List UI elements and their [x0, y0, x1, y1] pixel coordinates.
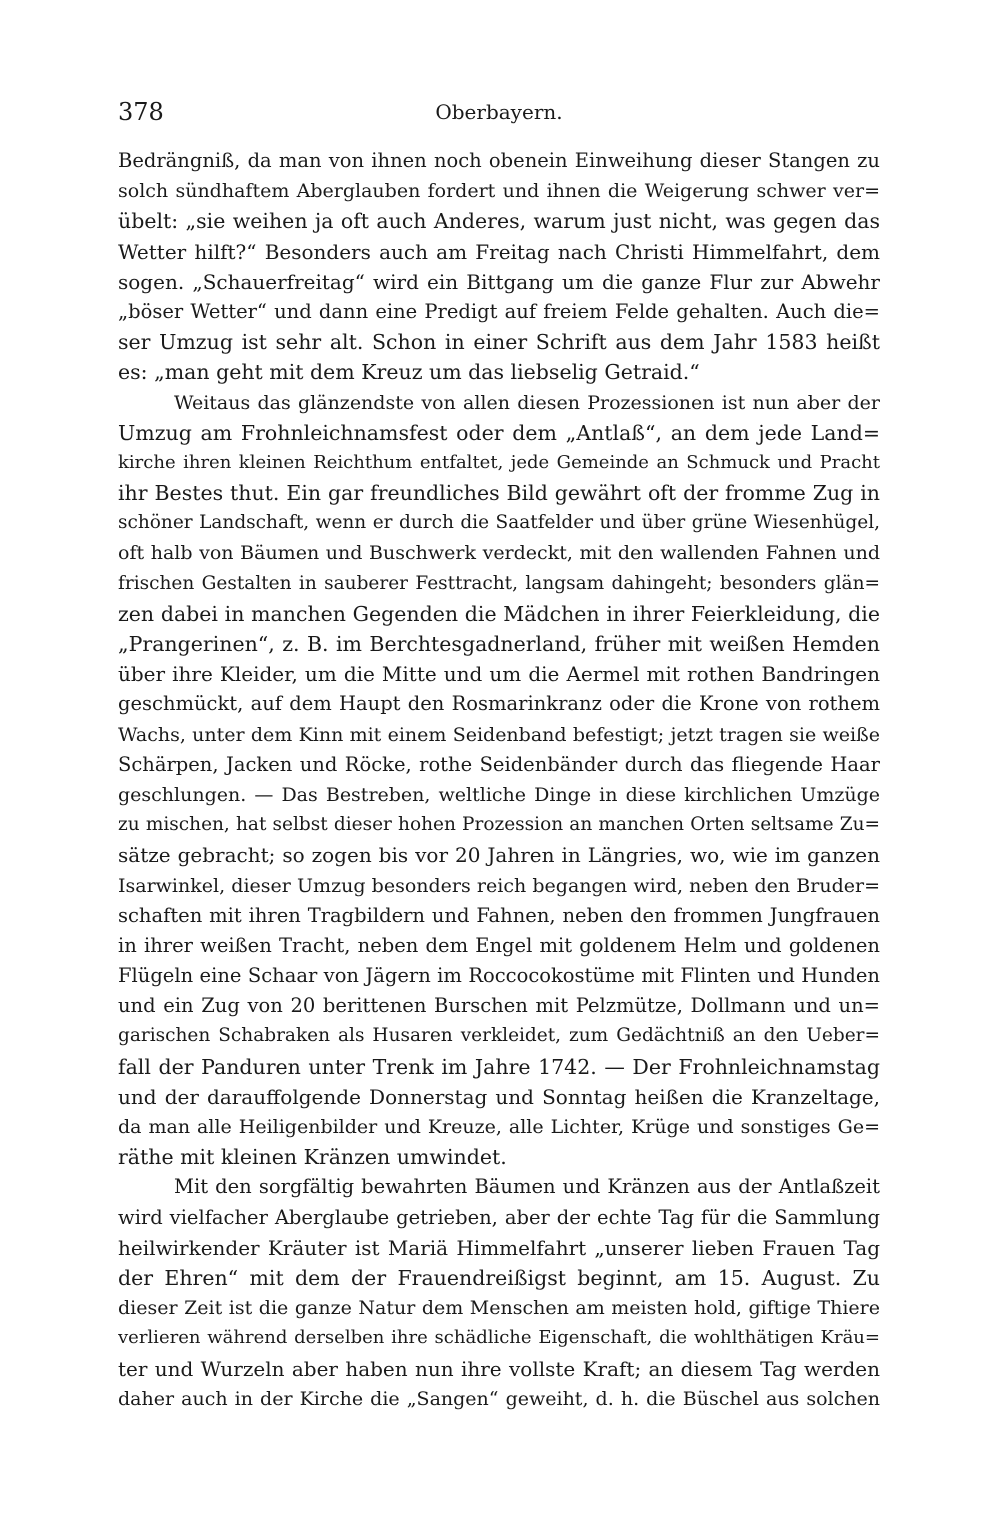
- text-line: frischen Gestalten in sauberer Festtracht, langsam dahingeht; besonders glän=: [118, 572, 880, 594]
- text-line: solch sündhaftem Aberglauben fordert und ihnen die Weigerung schwer ver=: [118, 180, 880, 203]
- text-line: garischen Schabraken als Husaren verkleidet, zum Gedächtniß an den Ueber=: [118, 1025, 880, 1047]
- text-line: und der darauffolgende Donnerstag und Sonntag heißen die Kranzeltage,: [118, 1084, 880, 1109]
- text-line: „böser Wetter“ und dann eine Predigt auf freiem Felde gehalten. Auch die=: [118, 299, 880, 323]
- text-line: es: „man geht mit dem Kreuz um das liebselig Getraid.“: [118, 360, 700, 385]
- text-line: über ihre Kleider, um die Mitte und um die Aermel mit rothen Bandringen: [118, 662, 880, 687]
- text-line: „Prangerinen“, z. B. im Berchtesgadnerland, früher mit weißen Hemden: [118, 632, 880, 656]
- text-line: ihr Bestes thut. Ein gar freundliches Bild gewährt oft der fromme Zug in: [118, 481, 880, 506]
- text-line: Weitaus das glänzendste von allen diesen Prozessionen ist nun aber der: [174, 391, 880, 414]
- text-line: ter und Wurzeln aber haben nun ihre vollste Kraft; an diesem Tag werden: [118, 1356, 880, 1381]
- text-line: heilwirkender Kräuter ist Mariä Himmelfahrt „unserer lieben Frauen Tag: [118, 1235, 880, 1260]
- text-line: und ein Zug von 20 berittenen Burschen mit Pelzmütze, Dollmann und un=: [118, 994, 880, 1018]
- text-line: schöner Landschaft, wenn er durch die Saatfelder und über grüne Wiesenhügel,: [118, 512, 880, 534]
- text-line: daher auch in der Kirche die „Sangen“ geweiht, d. h. die Büschel aus solchen: [118, 1387, 880, 1410]
- text-line: geschlungen. — Das Bestreben, weltliche Dinge in diese kirchlichen Umzüge: [118, 783, 880, 806]
- text-line: Bedrängniß, da man von ihnen noch obenein Einweihung dieser Stangen zu: [118, 149, 880, 172]
- text-line: ser Umzug ist sehr alt. Schon in einer Schrift aus dem Jahr 1583 heißt: [118, 330, 880, 355]
- body-text: [118, 146, 880, 1414]
- text-line: übelt: „sie weihen ja oft auch Anderes, warum just nicht, was gegen das: [118, 209, 880, 234]
- text-line: schaften mit ihren Tragbildern und Fahnen, neben den frommen Jungfrauen: [118, 903, 880, 927]
- text-line: räthe mit kleinen Kränzen umwindet.: [118, 1145, 507, 1170]
- text-line: geschmückt, auf dem Haupt den Rosmarinkranz oder die Krone von rothem: [118, 692, 880, 716]
- text-line: sätze gebracht; so zogen bis vor 20 Jahren in Längries, wo, wie im ganzen: [118, 843, 880, 868]
- text-line: fall der Panduren unter Trenk im Jahre 1742. — Der Frohnleichnamstag: [118, 1054, 880, 1079]
- page-number: 378: [118, 98, 164, 126]
- text-line: dieser Zeit ist die ganze Natur dem Menschen am meisten hold, giftige Thiere: [118, 1297, 880, 1320]
- page-header: [118, 98, 880, 132]
- text-line: in ihrer weißen Tracht, neben dem Engel mit goldenem Helm und goldenen: [118, 933, 880, 957]
- text-line: zu mischen, hat selbst dieser hohen Prozession an manchen Orten seltsame Zu=: [118, 814, 880, 836]
- text-line: Wetter hilft?“ Besonders auch am Freitag nach Christi Himmelfahrt, dem: [118, 239, 880, 264]
- text-line: Schärpen, Jacken und Röcke, rothe Seidenbänder durch das fliegende Haar: [118, 752, 880, 776]
- text-line: Flügeln eine Schaar von Jägern im Roccocokostüme mit Flinten und Hunden: [118, 964, 880, 988]
- text-line: da man alle Heiligenbilder und Kreuze, alle Lichter, Krüge und sonstiges Ge=: [118, 1116, 880, 1138]
- text-line: sogen. „Schauerfreitag“ wird ein Bittgang um die ganze Flur zur Abwehr: [118, 269, 880, 294]
- text-line: der Ehren“ mit dem der Frauendreißigst beginnt, am 15. August. Zu: [118, 1265, 880, 1290]
- text-line: zen dabei in manchen Gegenden die Mädchen in ihrer Feierkleidung, die: [118, 601, 880, 626]
- text-line: Wachs, unter dem Kinn mit einem Seidenband befestigt; jetzt tragen sie weiße: [118, 723, 880, 746]
- running-title: Oberbayern.: [435, 100, 563, 124]
- text-line: Isarwinkel, dieser Umzug besonders reich begangen wird, neben den Bruder=: [118, 874, 880, 897]
- text-line: kirche ihren kleinen Reichthum entfaltet, jede Gemeinde an Schmuck und Pracht: [118, 451, 880, 473]
- text-line: wird vielfacher Aberglaube getrieben, aber der echte Tag für die Sammlung: [118, 1205, 880, 1229]
- text-line: Umzug am Frohnleichnamsfest oder dem „Antlaß“, an dem jede Land=: [118, 420, 880, 445]
- text-line: verlieren während derselben ihre schädliche Eigenschaft, die wohlthätigen Kräu=: [118, 1327, 880, 1349]
- text-line: oft halb von Bäumen und Buschwerk verdeckt, mit den wallenden Fahnen und: [118, 542, 880, 565]
- text-line: Mit den sorgfältig bewahrten Bäumen und Kränzen aus der Antlaßzeit: [174, 1175, 880, 1199]
